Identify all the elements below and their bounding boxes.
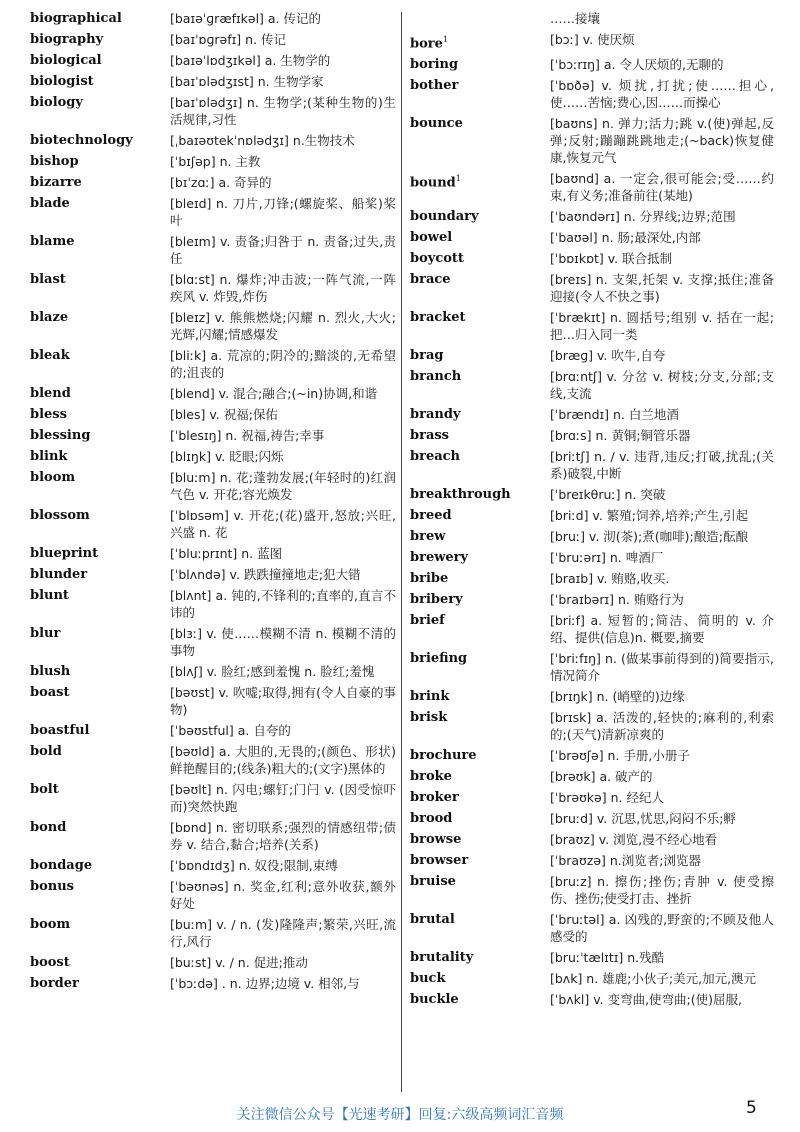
headword: brochure	[410, 748, 477, 764]
headword: buck	[410, 971, 446, 987]
definition: [braʊz] v. 浏览,漫不经心地看	[550, 832, 718, 848]
dictionary-entry	[410, 612, 774, 646]
dictionary-entry	[410, 688, 774, 705]
dictionary-entry	[30, 469, 396, 503]
dictionary-entry	[410, 570, 774, 587]
definition: [baʊns] n. 弹力;活力;跳 v.(使)弹起,反弹;反射;蹦蹦跳跳地走;(~back)恢复健康,恢复元气	[550, 116, 774, 166]
dictionary-entry	[30, 566, 396, 583]
headword: broke	[410, 769, 452, 785]
dictionary-entry	[410, 347, 774, 364]
headword: bond	[30, 820, 67, 835]
dictionary-entry	[30, 975, 396, 992]
headword: blink	[30, 449, 68, 464]
definition: [bruːˈtælɪtɪ] n.残酷	[550, 950, 665, 966]
dictionary-entry	[30, 878, 396, 912]
definition: [ˈbrækɪt] n. 圆括号;组别 v. 括在一起;把…归入同一类	[550, 310, 774, 343]
headword: biography	[30, 32, 104, 47]
dictionary-entry	[410, 427, 774, 444]
dictionary-entry	[410, 77, 774, 111]
dictionary-entry	[410, 970, 774, 987]
headword: brag	[410, 348, 444, 364]
definition: ……接壤	[550, 11, 601, 26]
dictionary-entry	[410, 115, 774, 166]
definition: [ˈbluːprɪnt] n. 蓝图	[170, 546, 283, 561]
homograph-number: 1	[442, 35, 448, 44]
headword: blush	[30, 664, 71, 679]
headword: browser	[410, 853, 469, 869]
dictionary-entry	[410, 250, 774, 267]
headword: bound$^1$	[410, 174, 461, 191]
dictionary-entry	[30, 309, 396, 343]
headword: blueprint	[30, 546, 99, 561]
definition: [bəʊlt] n. 闪电;螺钉;门闩 v. (因受惊吓而)突然快跑	[170, 782, 396, 814]
headword: bribe	[410, 571, 449, 587]
definition: [bleɪm] v. 责备;归咎于 n. 责备;过失,责任	[170, 234, 396, 266]
dictionary-entry	[410, 873, 774, 907]
definition: [ˈbɒðə] v. 烦扰,打扰;使……担心,使……苦恼;费心,因……而操心	[550, 78, 774, 111]
definition: [brɑːs] n. 黄铜;铜管乐器	[550, 428, 691, 444]
headword: boundary	[410, 209, 479, 225]
definition: [ˈbɔːdə] . n. 边界;边境 v. 相邻,与	[170, 976, 360, 991]
dictionary-entry	[30, 174, 396, 191]
definition: [baɪˈɒlədʒɪ] n. 生物学;(某种生物的)生活规律,习性	[170, 95, 396, 127]
headword: brace	[410, 272, 451, 288]
dictionary-entry	[410, 528, 774, 545]
headword: bizarre	[30, 175, 82, 190]
headword: brood	[410, 811, 453, 827]
dictionary-entry	[30, 743, 396, 777]
dictionary-entry	[30, 722, 396, 739]
headword: boring	[410, 57, 459, 73]
dictionary-entry	[30, 153, 396, 170]
dictionary-entry	[410, 170, 774, 204]
headword: breakthrough	[410, 487, 511, 503]
dictionary-entry	[410, 10, 774, 27]
headword: boast	[30, 685, 70, 700]
definition: [bles] v. 祝福;保佑	[170, 407, 278, 422]
headword: brutality	[410, 950, 474, 966]
dictionary-entry	[410, 271, 774, 305]
headword: briefing	[410, 651, 468, 667]
definition: [briːd] v. 繁殖;饲养,培养;产生,引起	[550, 508, 749, 524]
dictionary-entry	[30, 406, 396, 423]
dictionary-entry	[410, 309, 774, 343]
headword: blur	[30, 626, 61, 641]
definition: [ˈbɒɪkɒt] v. 联合抵制	[550, 251, 673, 267]
dictionary-entry	[30, 94, 396, 128]
dictionary-entry	[30, 195, 396, 229]
headword: brew	[410, 529, 446, 545]
headword: biotechnology	[30, 133, 133, 148]
dictionary-entry	[30, 233, 396, 267]
definition: [bɪˈzɑː] a. 奇异的	[170, 175, 272, 190]
dictionary-entry	[30, 857, 396, 874]
dictionary-entry	[410, 31, 774, 52]
definition: [ˈbraʊzə] n.浏览者;浏览器	[550, 853, 701, 869]
headword: bruise	[410, 874, 456, 890]
definition: [ˈbəʊstful] a. 自夸的	[170, 723, 291, 738]
dictionary-entry	[30, 427, 396, 444]
definition: [bʌk] n. 雄鹿;小伙子;美元,加元,澳元	[550, 971, 757, 987]
definition: [ˈblɒsəm] v. 开花;(花)盛开,怒放;兴旺,兴盛 n. 花	[170, 508, 396, 540]
definition: [brəʊk] a. 破产的	[550, 769, 653, 785]
definition: [ˈbɒndɪdʒ] n. 奴役;限制,束缚	[170, 858, 338, 873]
dictionary-entry	[30, 10, 396, 27]
dictionary-entry	[30, 271, 396, 305]
dictionary-entry	[410, 949, 774, 966]
headword: bounce	[410, 116, 463, 132]
definition: [brɪsk] a. 活泼的,轻快的;麻利的,利索的;(天气)清新凉爽的	[550, 710, 774, 743]
headword: blossom	[30, 508, 90, 523]
column-divider	[401, 12, 402, 1092]
headword: brief	[410, 613, 445, 629]
definition: [baɪəˈlɒdʒɪkəl] a. 生物学的	[170, 53, 331, 68]
dictionary-entry	[410, 709, 774, 743]
dictionary-entry	[410, 448, 774, 482]
definition: [ˈblʌndə] v. 跌跌撞撞地走;犯大错	[170, 567, 361, 582]
definition: [blɪŋk] v. 眨眼;闪烁	[170, 449, 284, 464]
definition: [bleɪd] n. 刀片,刀锋;(螺旋桨、船桨)桨叶	[170, 196, 396, 228]
definition: [blʌnt] a. 钝的,不锋利的;直率的,直言不讳的	[170, 588, 396, 620]
definition: [ˈbruːərɪ] n. 啤酒厂	[550, 550, 664, 566]
left-column	[30, 10, 396, 996]
headword: brutal	[410, 912, 455, 928]
definition: [ˈbəʊnəs] n. 奖金,红利;意外收获,额外好处	[170, 879, 396, 911]
headword: blend	[30, 386, 71, 401]
definition: [blʌʃ] v. 脸红;感到羞愧 n. 脸红;羞愧	[170, 664, 375, 679]
definition: [ˈbrændɪ] n. 白兰地酒	[550, 407, 679, 423]
headword: bondage	[30, 858, 93, 873]
definition: [baɪˈɒɡrəfɪ] n. 传记	[170, 32, 287, 47]
dictionary-entry	[410, 911, 774, 945]
definition: [breɪs] n. 支架,托架 v. 支撑;抵住;准备迎接(令人不快之事)	[550, 272, 774, 305]
dictionary-entry	[410, 768, 774, 785]
dictionary-entry	[410, 486, 774, 503]
dictionary-entry	[30, 819, 396, 853]
headword: breed	[410, 508, 452, 524]
definition: [bræɡ] v. 吹牛,自夸	[550, 348, 666, 364]
dictionary-entry	[410, 810, 774, 827]
footer-note: 关注微信公众号【光速考研】回复:六级高频词汇音频	[236, 1107, 564, 1123]
definition: [briːtʃ] n. / v. 违背,违反;打破,扰乱;(关系)破裂,中断	[550, 449, 774, 482]
dictionary-entry	[30, 448, 396, 465]
headword: brass	[410, 428, 449, 444]
headword: bowel	[410, 230, 453, 246]
headword: bold	[30, 744, 62, 759]
dictionary-entry	[30, 663, 396, 680]
headword: brandy	[410, 407, 461, 423]
definition: [briːf] a. 短暂的;简洁、简明的 v. 介绍、提供(信息)n. 概要,摘要	[550, 613, 774, 646]
headword: bishop	[30, 154, 79, 169]
headword: branch	[410, 369, 462, 385]
dictionary-entry	[30, 385, 396, 402]
dictionary-entry	[30, 916, 396, 950]
dictionary-entry	[410, 852, 774, 869]
headword: brisk	[410, 710, 448, 726]
headword: blast	[30, 272, 66, 287]
headword: bleak	[30, 348, 70, 363]
definition: [brɪŋk] n. (峭壁的)边缘	[550, 689, 685, 705]
right-column	[410, 10, 774, 1012]
dictionary-entry	[30, 31, 396, 48]
dictionary-entry	[410, 591, 774, 608]
headword: blessing	[30, 428, 91, 443]
headword: blunt	[30, 588, 69, 603]
definition: [blend] v. 混合;融合;(~in)协调,和谐	[170, 386, 378, 401]
definition: [baʊnd] a. 一定会,很可能会;受……约束,有义务;准备前往(某地)	[550, 171, 774, 204]
headword: bolt	[30, 782, 59, 797]
headword: blade	[30, 196, 70, 211]
definition: [bliːk] a. 荒凉的;阴冷的;黯淡的,无希望的;沮丧的	[170, 348, 396, 380]
definition: [blɜː] v. 使……模糊不清 n. 模糊不清的事物	[170, 626, 396, 658]
dictionary-entry	[410, 831, 774, 848]
headword: biographical	[30, 11, 122, 26]
headword: biological	[30, 53, 102, 68]
definition: [ˌbaɪəʊtekˈnɒlədʒɪ] n.生物技术	[170, 133, 355, 148]
dictionary-entry	[410, 789, 774, 806]
headword: biology	[30, 95, 83, 110]
dictionary-entry	[30, 545, 396, 562]
definition: [ˈblesɪŋ] n. 祝福,祷告;幸事	[170, 428, 325, 443]
definition: [ˈbrəʊkə] n. 经纪人	[550, 790, 664, 806]
headword: boastful	[30, 723, 90, 738]
dictionary-entry	[30, 507, 396, 541]
dictionary-entry	[30, 73, 396, 90]
headword: blaze	[30, 310, 69, 325]
dictionary-entry	[410, 406, 774, 423]
headword: border	[30, 976, 79, 991]
definition: [ˈbɔːrɪŋ] a. 令人厌烦的,无聊的	[550, 57, 724, 73]
dictionary-entry	[30, 587, 396, 621]
headword: browse	[410, 832, 462, 848]
headword: bonus	[30, 879, 74, 894]
definition: [ˈbraɪbərɪ] n. 贿赂行为	[550, 592, 684, 608]
dictionary-entry	[410, 208, 774, 225]
headword: bracket	[410, 310, 466, 326]
headword: broker	[410, 790, 459, 806]
definition: [bɔː] v. 使厌烦	[550, 32, 635, 47]
definition: [ˈbɪʃəp] n. 主教	[170, 154, 261, 169]
definition: [blɑːst] n. 爆炸;冲击波;一阵气流,一阵疾风 v. 炸毁,炸伤	[170, 272, 396, 304]
dictionary-entry	[410, 991, 774, 1008]
headword: buckle	[410, 992, 459, 1008]
definition: [buːm] v. / n. (发)隆隆声;繁荣,兴旺,流行,风行	[170, 917, 396, 949]
headword: bother	[410, 78, 459, 94]
definition: [baɪˈɒlədʒɪst] n. 生物学家	[170, 74, 324, 89]
definition: [braɪb] v. 贿赂,收买.	[550, 571, 670, 587]
headword: breach	[410, 449, 461, 465]
dictionary-entry	[410, 368, 774, 402]
definition: [bruː] v. 沏(茶);煮(咖啡);酿造;酝酿	[550, 529, 748, 545]
definition: [bɒnd] n. 密切联系;强烈的情感纽带;债券 v. 结合,黏合;培养(关系)	[170, 820, 396, 852]
definition: [buːst] v. / n. 促进;推动	[170, 955, 308, 970]
headword: biologist	[30, 74, 94, 89]
dictionary-entry	[410, 56, 774, 73]
definition: [ˈbrəʊʃə] n. 手册,小册子	[550, 748, 690, 764]
definition: [ˈbriːfɪŋ] n. (做某事前得到的)简要指示,情况简介	[550, 651, 774, 684]
dictionary-entry	[410, 549, 774, 566]
dictionary-entry	[30, 347, 396, 381]
homograph-number: 1	[455, 174, 461, 184]
dictionary-entry	[30, 52, 396, 69]
definition: [bruːz] n. 擦伤;挫伤;青肿 v. 使受擦伤、挫伤;使受打击、挫折	[550, 874, 774, 907]
dictionary-entry	[30, 132, 396, 149]
headword: bless	[30, 407, 67, 422]
headword: bribery	[410, 592, 463, 608]
dictionary-entry	[410, 229, 774, 246]
headword: bore$^1$	[410, 35, 448, 52]
dictionary-entry	[410, 747, 774, 764]
page-number: 5	[746, 1098, 757, 1118]
dictionary-entry	[410, 507, 774, 524]
definition: [bruːd] v. 沉思,忧思,闷闷不乐;孵	[550, 811, 736, 827]
headword: blame	[30, 234, 75, 249]
headword: blunder	[30, 567, 88, 582]
definition: [bəʊld] a. 大胆的,无畏的;(颜色、形状)鲜艳醒目的;(线条)粗大的;(文字)黑体的	[170, 744, 396, 776]
definition: [ˈbaʊndərɪ] n. 分界线;边界;范围	[550, 209, 736, 225]
dictionary-entry	[410, 650, 774, 684]
headword: boost	[30, 955, 70, 970]
definition: [ˈbreɪkθruː] n. 突破	[550, 487, 666, 503]
definition: [bleɪz] v. 熊熊燃烧;闪耀 n. 烈火,大火;光辉,闪耀;情感爆发	[170, 310, 396, 342]
headword: boom	[30, 917, 71, 932]
dictionary-entry	[30, 625, 396, 659]
headword: boycott	[410, 251, 464, 267]
definition: [bəʊst] v. 吹嘘;取得,拥有(令人自豪的事物)	[170, 685, 396, 717]
dictionary-entry	[30, 954, 396, 971]
definition: [ˈbʌkl] v. 变弯曲,使弯曲;(使)屈服,	[550, 992, 742, 1008]
definition: [ˈbruːtəl] a. 凶残的,野蛮的;不顾及他人感受的	[550, 912, 774, 945]
headword: bloom	[30, 470, 76, 485]
definition: [brɑːntʃ] v. 分岔 v. 树枝;分支,分部;支线,支流	[550, 369, 774, 402]
definition: [bluːm] n. 花;蓬勃发展;(年轻时的)红润气色 v. 开花;容光焕发	[170, 470, 396, 502]
dictionary-entry	[30, 684, 396, 718]
headword: brink	[410, 689, 450, 705]
headword: brewery	[410, 550, 469, 566]
dictionary-entry	[30, 781, 396, 815]
definition: [baɪəˈɡræfɪkəl] a. 传记的	[170, 11, 321, 26]
definition: [ˈbaʊəl] n. 肠;最深处,内部	[550, 230, 701, 246]
